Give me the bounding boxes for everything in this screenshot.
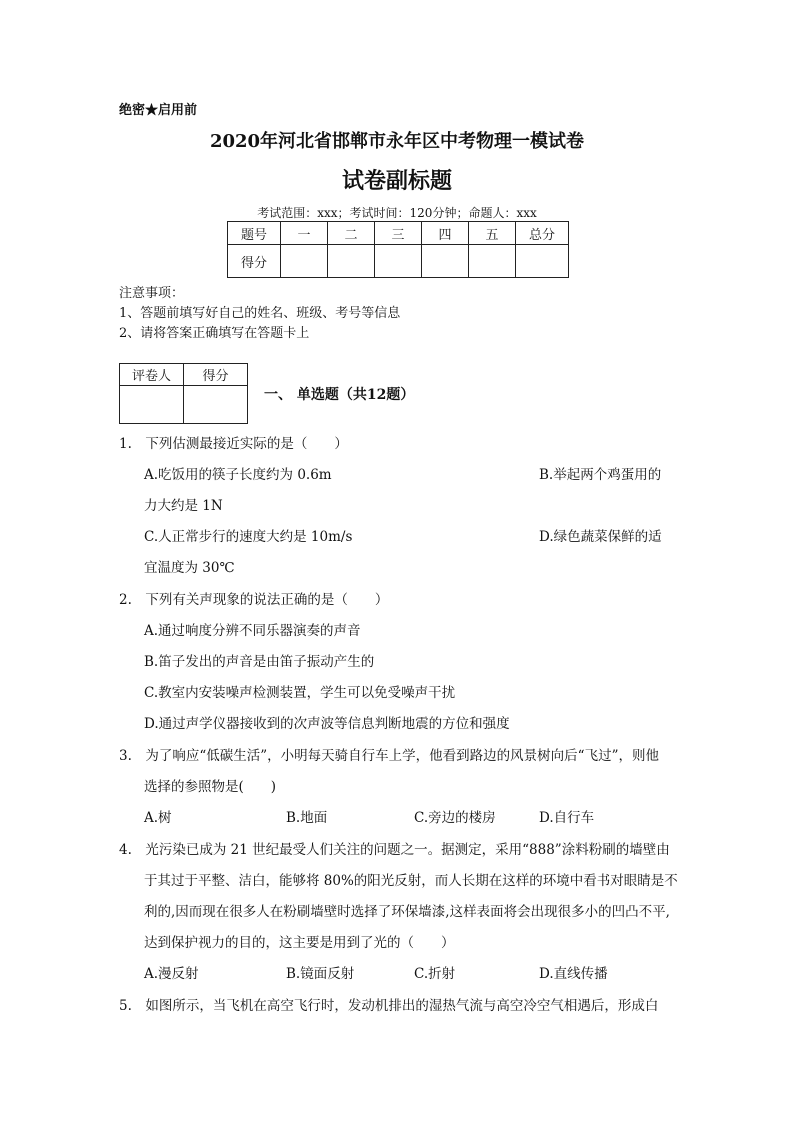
grader-header-cell: 评卷人 (120, 364, 184, 386)
notes-item: 1、答题前填写好自己的姓名、班级、考号等信息 (119, 306, 401, 321)
question-stem: 2. 下列有关声现象的说法正确的是（ ） (119, 592, 389, 608)
option-d: D.通过声学仪器接收到的次声波等信息判断地震的方位和强度 (144, 716, 510, 732)
grader-input-cell[interactable] (120, 386, 184, 424)
question-stem-cont: 达到保护视力的目的，这主要是用到了光的（ ） (144, 935, 455, 951)
score-table-score-row (228, 245, 569, 278)
score-input-cell[interactable] (328, 245, 375, 278)
option-b: B.举起两个鸡蛋用的 (539, 467, 662, 483)
question-stem: 3. 为了响应“低碳生活”，小明每天骑自行车上学，他看到路边的风景树向后“飞过”，则他 (119, 748, 659, 764)
option-b: B.镜面反射 (286, 966, 355, 982)
option-a: A.通过响度分辨不同乐器演奏的声音 (144, 623, 361, 639)
score-input-cell[interactable] (375, 245, 422, 278)
score-header-cell: 题号 (228, 222, 281, 245)
option-c: C.折射 (414, 966, 456, 982)
option-c: C.人正常步行的速度大约是 10m/s (144, 529, 353, 545)
score-header-cell: 一 (281, 222, 328, 245)
exam-title: 2020年河北省邯郸市永年区中考物理一模试卷 (209, 131, 585, 152)
grader-header-cell: 得分 (184, 364, 248, 386)
score-row-label: 得分 (228, 245, 281, 278)
question-stem: 4. 光污染已成为 21 世纪最受人们关注的问题之一。据测定，采用“888”涂料粉刷的墙壁由 (119, 842, 670, 858)
section-title: 一、 单选题（共12题） (264, 387, 415, 403)
question-stem-cont: 选择的参照物是( ) (144, 779, 277, 795)
score-input-cell[interactable] (281, 245, 328, 278)
option-b: B.地面 (286, 810, 328, 826)
notes-item: 2、请将答案正确填写在答题卡上 (119, 326, 310, 341)
option-d-cont: 宜温度为 30℃ (144, 560, 235, 576)
exam-info: 考试范围：xxx；考试时间：120分钟；命题人：xxx (257, 206, 537, 220)
score-table (227, 221, 569, 278)
score-input-cell[interactable] (422, 245, 469, 278)
option-a: A.树 (144, 810, 172, 826)
score-header-cell: 四 (422, 222, 469, 245)
option-d: D.绿色蔬菜保鲜的适 (539, 529, 662, 545)
notes-title: 注意事项： (119, 286, 185, 301)
score-table-header-row (228, 222, 569, 245)
option-a: A.吃饭用的筷子长度约为 0.6m (144, 467, 332, 483)
question-stem-cont: 利的,因而现在很多人在粉刷墙壁时选择了环保墙漆,这样表面将会出现很多小的凹凸不平, (144, 904, 670, 920)
score-header-cell: 三 (375, 222, 422, 245)
option-a: A.漫反射 (144, 966, 199, 982)
exam-subtitle: 试卷副标题 (341, 168, 452, 194)
option-d: D.直线传播 (539, 966, 608, 982)
score-input-cell[interactable] (469, 245, 516, 278)
option-c: C.旁边的楼房 (414, 810, 496, 826)
option-d: D.自行车 (539, 810, 595, 826)
question-stem: 5. 如图所示，当飞机在高空飞行时，发动机排出的湿热气流与高空冷空气相遇后，形成白 (119, 998, 659, 1014)
score-header-cell: 总分 (516, 222, 569, 245)
score-input-cell[interactable] (516, 245, 569, 278)
question-stem: 1. 下列估测最接近实际的是（ ） (119, 436, 348, 452)
confidential-label: 绝密★启用前 (119, 103, 198, 118)
score-header-cell: 二 (328, 222, 375, 245)
score-header-cell: 五 (469, 222, 516, 245)
option-b: B.笛子发出的声音是由笛子振动产生的 (144, 654, 375, 670)
question-stem-cont: 于其过于平整、洁白，能够将 80%的阳光反射，而人长期在这样的环境中看书对眼睛是不 (144, 873, 678, 889)
grader-input-cell[interactable] (184, 386, 248, 424)
grader-table (119, 363, 248, 424)
option-c: C.教室内安装噪声检测装置，学生可以免受噪声干扰 (144, 685, 456, 701)
option-b-cont: 力大约是 1N (144, 498, 223, 514)
